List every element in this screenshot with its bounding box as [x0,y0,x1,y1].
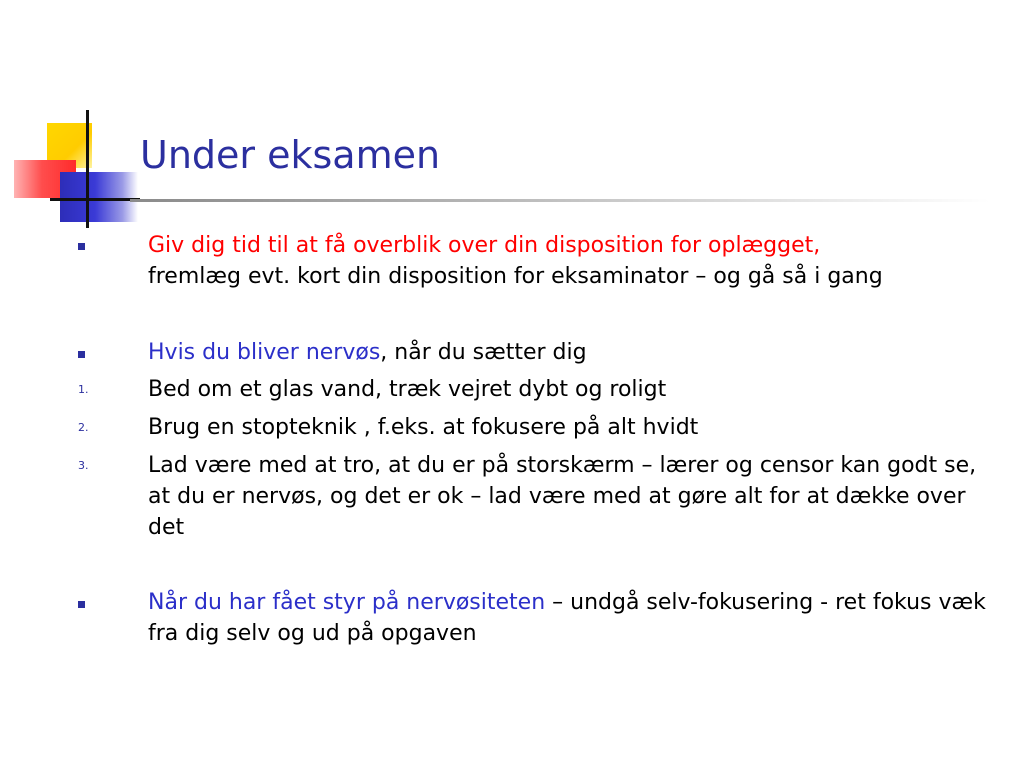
bullet-1-highlight: Giv dig tid til at få overblik over din disposition for oplægget, [148,233,821,258]
numbered-item-2: Brug en stopteknik , f.eks. at fokusere på alt hvidt [148,415,699,440]
bullet-2-highlight: Hvis du bliver nervøs [148,340,381,365]
horizontal-line-decoration [50,198,140,201]
bullet-square-icon [78,351,85,358]
numbered-marker-3: 3. [78,459,89,472]
numbered-item-1: Bed om et glas vand, træk vejret dybt og roligt [148,377,667,402]
slide-title: Under eksamen [140,133,441,177]
numbered-item-3: Lad være med at tro, at du er på storskærm – lærer og censor kan godt se, at du er nervøs, og det er ok – lad være med at gøre alt for at dække over det [148,453,977,540]
vertical-line-decoration [86,110,89,228]
bullet-2-text: , når du sætter dig [380,340,587,365]
title-underline-rule [130,199,990,202]
blue-rectangle-decoration [60,172,138,222]
bullet-3-text: – undgå selv-fokusering - ret fokus væk fra dig selv og ud på opgaven [148,590,986,646]
bullet-item-1 [148,230,1008,292]
bullet-square-icon [78,601,85,608]
slide-decoration-logo [0,0,140,240]
bullet-1-text: fremlæg evt. kort din disposition for eksaminator – og gå så i gang [148,264,883,289]
bullet-item-2 [148,337,1008,368]
numbered-marker-2: 2. [78,421,89,434]
bullet-3-highlight: Når du har fået styr på nervøsiteten [148,590,546,615]
numbered-marker-1: 1. [78,383,89,396]
bullet-square-icon [78,243,85,250]
bullet-item-3 [148,587,998,649]
